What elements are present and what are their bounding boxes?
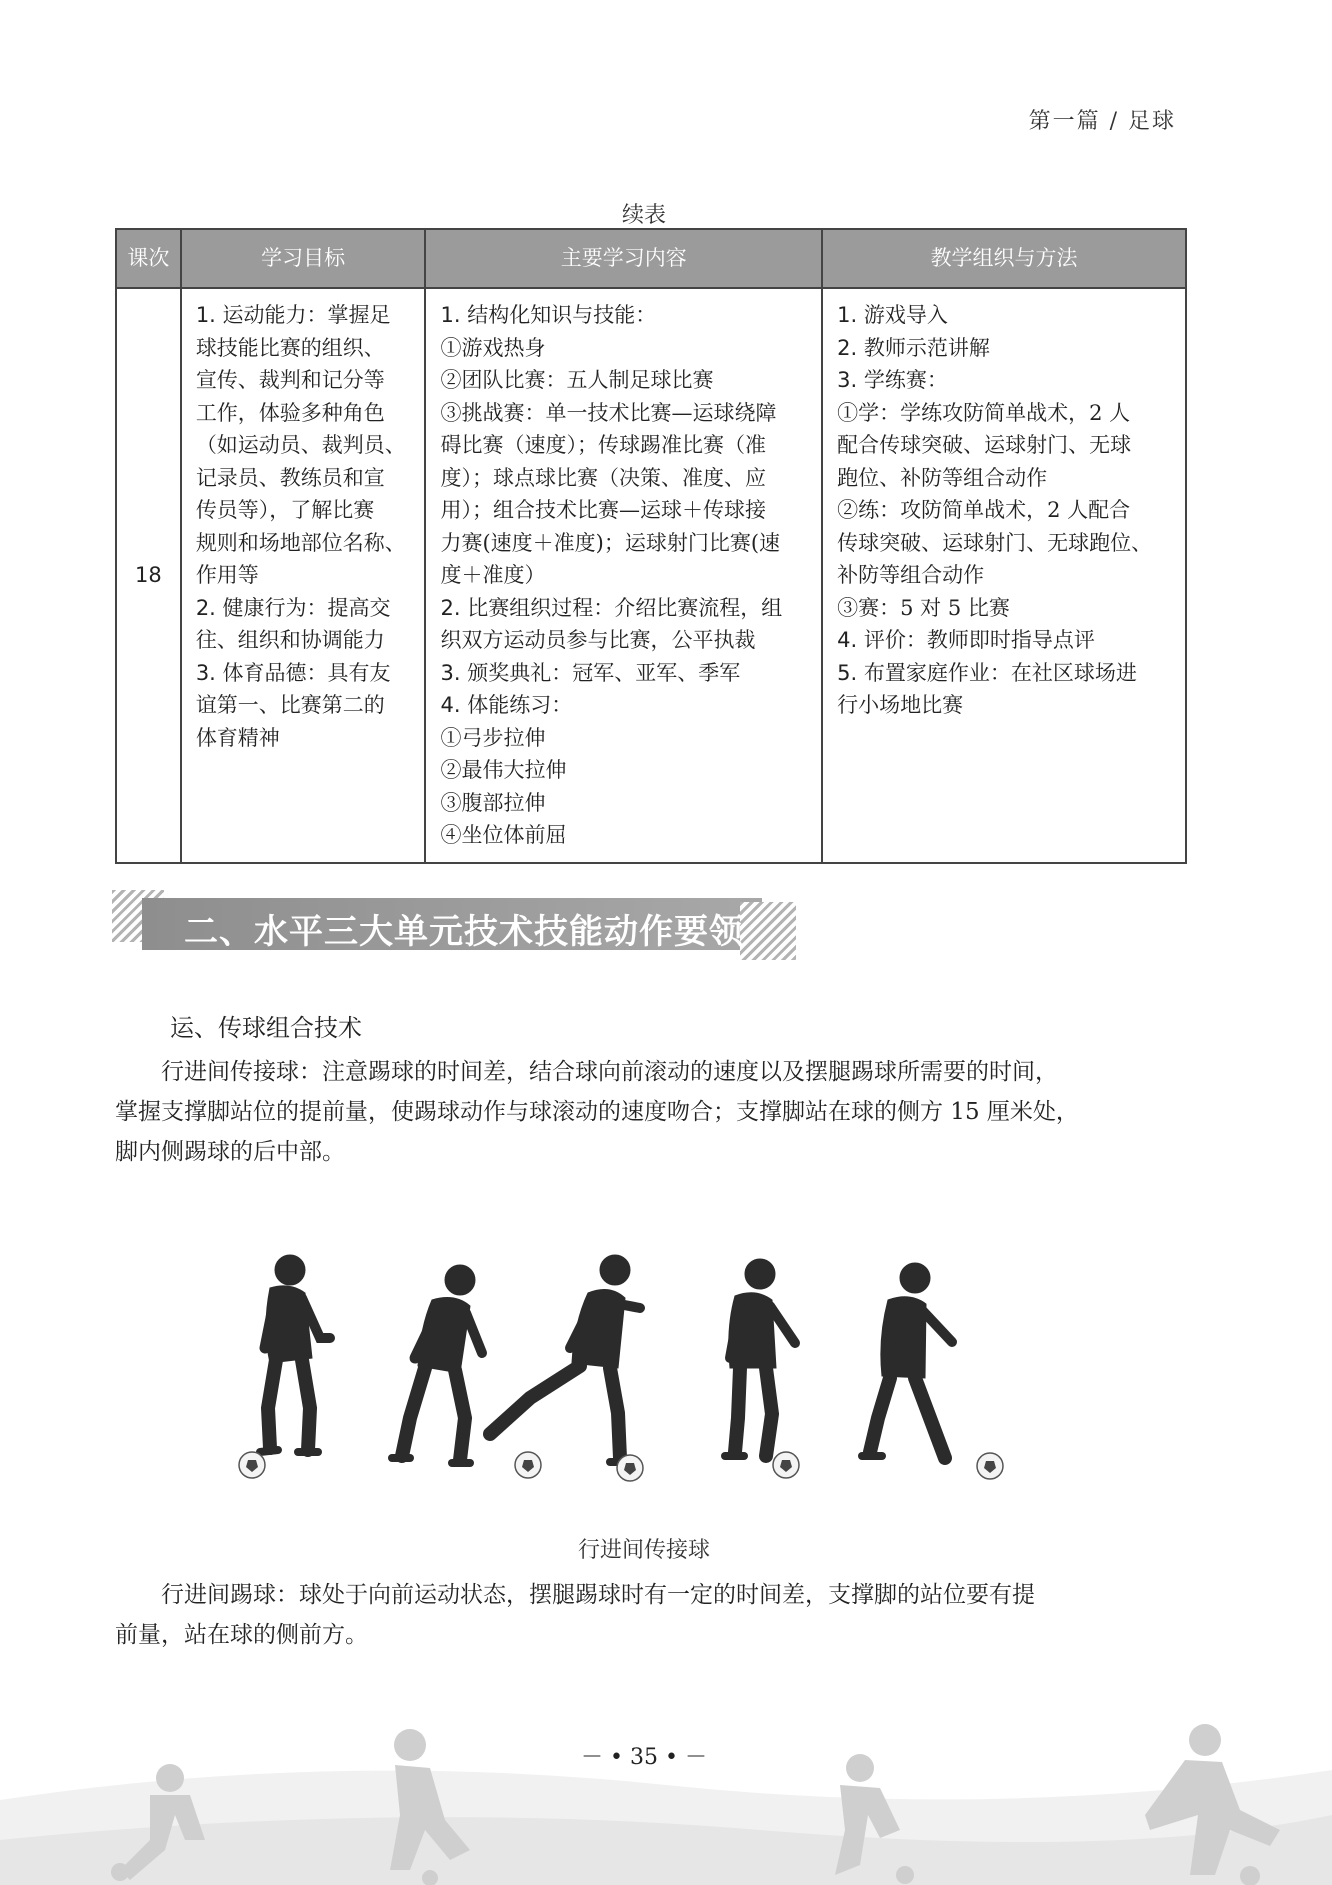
player-photo-5: [862, 1263, 952, 1458]
methods-cell: [822, 288, 1186, 863]
paragraph-line: 行进间踢球：球处于向前运动状态，摆腿踢球时有一定的时间差，支撑脚的站位要有提: [115, 1582, 1035, 1608]
cell-line: [196, 559, 413, 592]
cell-line: [837, 299, 1173, 332]
cell-text: 碍比赛（速度）；传球踢准比赛（准: [440, 433, 766, 457]
column-header-goals: 学习目标: [181, 229, 426, 288]
cell-keyword: 4. 评价：: [837, 628, 927, 652]
running-header: 第一篇 / 足球: [1028, 109, 1176, 134]
cell-text: 行小场地比赛: [837, 693, 964, 717]
cell-line: [196, 527, 413, 560]
cell-text: ③赛：5 对 5 比赛: [837, 595, 1010, 620]
cell-line: [440, 462, 809, 495]
cell-line: [440, 429, 809, 462]
cell-line: [440, 722, 809, 755]
paragraph-line: 前量，站在球的侧前方。: [115, 1622, 368, 1648]
cell-line: [837, 559, 1173, 592]
table-row: [116, 288, 1186, 863]
cell-text: （如运动员、裁判员、: [195, 433, 406, 457]
paragraph-line: 掌握支撑脚站位的提前量，使踢球动作与球滚动的速度吻合；支撑脚站在球的侧方 15 厘米处，: [115, 1099, 1079, 1125]
table-header-row: [116, 229, 1186, 288]
cell-keyword: 2. 健康行为：: [195, 595, 328, 620]
cell-text: 度）；球点球比赛（决策、准度、应: [440, 465, 766, 490]
cell-keyword: 2. 比赛组织过程：: [440, 595, 615, 620]
cell-line: [196, 462, 413, 495]
cell-text: 体育精神: [195, 725, 280, 750]
cell-line: [440, 689, 809, 722]
cell-text: 传球突破、运球射门、无球跑位、: [837, 530, 1153, 555]
cell-text: ④坐位体前屈: [440, 823, 567, 847]
cell-line: [196, 397, 413, 430]
cell-line: [440, 624, 809, 657]
lesson-plan-table: [115, 228, 1187, 864]
player-photo-2: [392, 1265, 482, 1463]
cell-text: 跑位、补防等组合动作: [837, 465, 1048, 490]
passing-sequence-photos: [170, 1238, 1130, 1498]
player-photo-1: [260, 1255, 330, 1452]
cell-line: [440, 559, 809, 592]
cell-line: [196, 624, 413, 657]
cell-line: [837, 429, 1173, 462]
cell-keyword: 1. 运动能力：: [195, 303, 328, 327]
cell-line: [196, 429, 413, 462]
cell-line: [440, 299, 809, 332]
cell-keyword: 1. 结构化知识与技能：: [440, 303, 657, 327]
cell-text: 传员等），了解比赛: [195, 498, 375, 522]
cell-line: [440, 592, 809, 625]
goals-cell: [181, 288, 426, 863]
cell-text: 在社区球场进: [1010, 660, 1137, 685]
player-photo-4: [725, 1259, 795, 1456]
player-photo-3: [490, 1255, 640, 1462]
table-caption: 续表: [621, 203, 666, 228]
figure-caption: 行进间传接球: [577, 1538, 710, 1563]
cell-text: 补防等组合动作: [837, 563, 985, 587]
cell-line: [196, 689, 413, 722]
cell-text: 谊第一、比赛第二的: [195, 693, 385, 717]
cell-text: ③挑战赛：单一技术比赛—运球绕障: [440, 400, 777, 425]
cell-line: [196, 332, 413, 365]
cell-line: [440, 754, 809, 787]
cell-keyword: 1. 游戏导入: [837, 303, 948, 327]
cell-text: 用）；组合技术比赛—运球＋传球接: [440, 498, 766, 522]
paragraph-passing: [115, 1052, 1183, 1172]
cell-text: ①弓步拉伸: [440, 725, 546, 750]
cell-line: [837, 397, 1173, 430]
column-header-content: 主要学习内容: [425, 229, 822, 288]
section-title: 二、水平三大单元技术技能动作要领: [184, 912, 744, 952]
cell-keyword: 3. 颁奖典礼：: [440, 660, 573, 685]
cell-line: [837, 364, 1173, 397]
cell-text: ①游戏热身: [440, 335, 546, 360]
cell-line: [196, 364, 413, 397]
cell-text: 介绍比赛流程，组: [614, 595, 783, 620]
cell-text: ①学：学练攻防简单战术，2 人: [837, 400, 1131, 425]
cell-text: 冠军、亚军、季军: [572, 660, 741, 685]
cell-line: [837, 527, 1173, 560]
cell-text: 工作，体验多种角色: [195, 400, 385, 425]
column-header-lesson: 课次: [116, 229, 181, 288]
content-cell: [425, 288, 822, 863]
cell-line: [440, 397, 809, 430]
cell-keyword: 2. 教师示范讲解: [837, 335, 990, 360]
banner-stripe-decoration-right: [740, 902, 796, 960]
cell-text: 配合传球突破、运球射门、无球: [837, 433, 1132, 457]
cell-text: 往、组织和协调能力: [195, 628, 385, 652]
cell-keyword: 5. 布置家庭作业：: [837, 660, 1011, 685]
paragraph-line: 行进间传接球：注意踢球的时间差，结合球向前滚动的速度以及摆腿踢球所需要的时间，: [115, 1059, 1058, 1085]
cell-text: ③腹部拉伸: [440, 790, 546, 815]
cell-text: 作用等: [195, 563, 259, 587]
cell-line: [837, 689, 1173, 722]
cell-line: [440, 527, 809, 560]
cell-line: [196, 722, 413, 755]
cell-line: [837, 624, 1173, 657]
column-header-methods: 教学组织与方法: [822, 229, 1186, 288]
cell-line: [837, 494, 1173, 527]
paragraph-line: 脚内侧踢球的后中部。: [115, 1139, 345, 1165]
cell-line: [196, 299, 413, 332]
cell-line: [837, 462, 1173, 495]
cell-line: [196, 592, 413, 625]
cell-text: 球技能比赛的组织、: [195, 335, 385, 360]
cell-text: 教师即时指导点评: [926, 628, 1095, 652]
cell-keyword: 3. 体育品德：: [195, 660, 328, 685]
cell-text: 织双方运动员参与比赛，公平执裁: [440, 628, 756, 652]
cell-line: [440, 364, 809, 397]
cell-text: ②团队比赛：五人制足球比赛: [440, 368, 714, 392]
cell-keyword: 3. 学练赛：: [837, 368, 948, 392]
cell-text: 记录员、教练员和宣: [195, 465, 385, 490]
footer-silhouette-decoration: [0, 1690, 1332, 1885]
cell-line: [837, 592, 1173, 625]
cell-line: [837, 657, 1173, 690]
cell-text: 力赛(速度＋准度)；运球射门比赛(速: [440, 530, 781, 555]
cell-line: [440, 787, 809, 820]
cell-text: 提高交: [327, 595, 391, 620]
section-banner: [112, 890, 802, 962]
cell-line: [837, 332, 1173, 365]
cell-text: 具有友: [327, 660, 391, 685]
cell-line: [196, 657, 413, 690]
cell-line: [440, 819, 809, 852]
cell-text: 度＋准度）: [440, 563, 546, 587]
paragraph-kicking: [115, 1575, 1183, 1655]
page-number: － • 35 • －: [581, 1745, 707, 1770]
cell-text: ②最伟大拉伸: [440, 758, 567, 782]
cell-line: [196, 494, 413, 527]
cell-text: 掌握足: [327, 303, 391, 327]
subsection-title: 运、传球组合技术: [170, 1014, 362, 1042]
cell-text: ②练：攻防简单战术，2 人配合: [837, 498, 1131, 522]
cell-line: [440, 494, 809, 527]
cell-text: 宣传、裁判和记分等: [195, 368, 385, 392]
cell-keyword: 4. 体能练习：: [440, 693, 573, 717]
cell-text: 规则和场地部位名称、: [195, 530, 406, 555]
cell-line: [440, 657, 809, 690]
lesson-number-cell: 18: [116, 288, 181, 863]
cell-line: [440, 332, 809, 365]
